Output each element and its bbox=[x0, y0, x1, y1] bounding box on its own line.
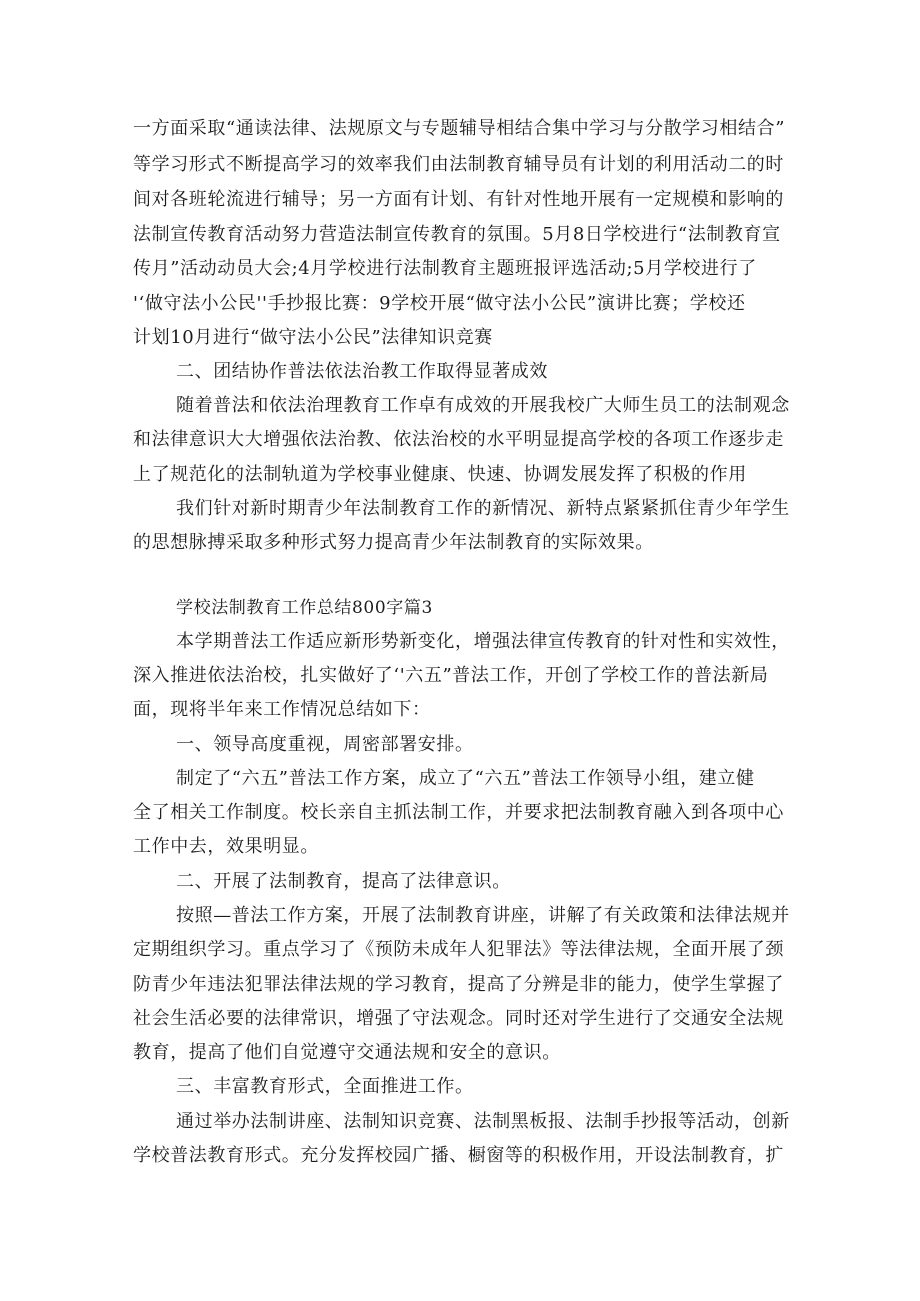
paragraph-line: 一方面采取“通读法律、法规原文与专题辅导相结合集中学习与分散学习相结合” bbox=[133, 118, 786, 139]
paragraph-line: 随着普法和依法治理教育工作卓有成效的开展我校广大师生员工的法制观念 bbox=[176, 395, 790, 416]
paragraph-line: 传月”活动动员大会;4月学校进行法制教育主题班报评选活动;5月学校进行了 bbox=[133, 258, 757, 279]
paragraph-line: 等学习形式不断提高学习的效率我们由法制教育辅导员有计划的利用活动二的时 bbox=[133, 154, 784, 175]
paragraph-line: 学校普法教育形式。充分发挥校园广播、橱窗等的积极作用，开设法制教育，扩 bbox=[133, 1145, 784, 1166]
paragraph-line: 和法律意识大大增强依法治教、依法治校的水平明显提高学校的各项工作逐步走 bbox=[133, 429, 784, 450]
paragraph-line: 定期组织学习。重点学习了《预防未成年人犯罪法》等法律法规，全面开展了颈 bbox=[133, 939, 784, 960]
paragraph-line: 本学期普法工作适应新形势新变化，增强法律宣传教育的针对性和实效性， bbox=[176, 631, 790, 652]
paragraph-line: 深入推进依法治校，扎实做好了‘'六五”普法工作，开创了学校工作的普法新局 bbox=[133, 665, 769, 686]
paragraph-line: 的思想脉搏采取多种形式努力提高青少年法制教育的实际效果。 bbox=[133, 532, 654, 553]
paragraph-line: 我们针对新时期青少年法制教育工作的新情况、新特点紧紧抓住青少年学生 bbox=[176, 498, 790, 519]
paragraph-line: 通过举办法制讲座、法制知识竞赛、法制黑板报、法制手抄报等活动，创新 bbox=[176, 1111, 790, 1132]
paragraph-line: 制定了“六五”普法工作方案，成立了“六五”普法工作领导小组，建立健 bbox=[176, 768, 755, 789]
paragraph-line: 全了相关工作制度。校长亲自主抓法制工作，并要求把法制教育融入到各项中心 bbox=[133, 802, 784, 823]
paragraph-line: 法制宣传教育活动努力营造法制宣传教育的氛围。5月8日学校进行“法制教育宣 bbox=[133, 224, 781, 245]
paragraph-line: 面，现将半年来工作情况总结如下： bbox=[133, 699, 431, 720]
paragraph-line: 教育，提高了他们自觉遵守交通法规和安全的意识。 bbox=[133, 1042, 561, 1063]
paragraph-line: 按照—普法工作方案，开展了法制教育讲座，讲解了有关政策和法律法规并 bbox=[176, 905, 790, 926]
paragraph-line: 防青少年违法犯罪法律法规的学习教育，提高了分辨是非的能力，使学生掌握了 bbox=[133, 974, 784, 995]
paragraph-line: 社会生活必要的法律常识，增强了守法观念。同时还对学生进行了交通安全法规 bbox=[133, 1008, 784, 1029]
section-heading: 三、丰富教育形式，全面推进工作。 bbox=[176, 1076, 474, 1097]
section-heading: 一、领导高度重视，周密部署安排。 bbox=[176, 734, 474, 755]
paragraph-line: 计划10月进行“做守法小公民”法律知识竞赛 bbox=[133, 327, 493, 348]
paragraph-line: 工作中去，效果明显。 bbox=[133, 836, 319, 857]
section-heading: 二、开展了法制教育，提高了法律意识。 bbox=[176, 871, 511, 892]
section-heading: 二、团结协作普法依法治教工作取得显著成效 bbox=[176, 361, 548, 382]
article-title: 学校法制教育工作总结800字篇3 bbox=[176, 598, 433, 618]
paragraph-line: 上了规范化的法制轨道为学校事业健康、快速、协调发展发挥了积极的作用 bbox=[133, 464, 747, 485]
paragraph-line: '‘做守法小公民''手抄报比赛：9学校开展“做守法小公民”演讲比赛；学校还 bbox=[133, 293, 746, 314]
paragraph-line: 间对各班轮流进行辅导；另一方面有计划、有针对性地开展有一定规模和影响的 bbox=[133, 189, 784, 210]
